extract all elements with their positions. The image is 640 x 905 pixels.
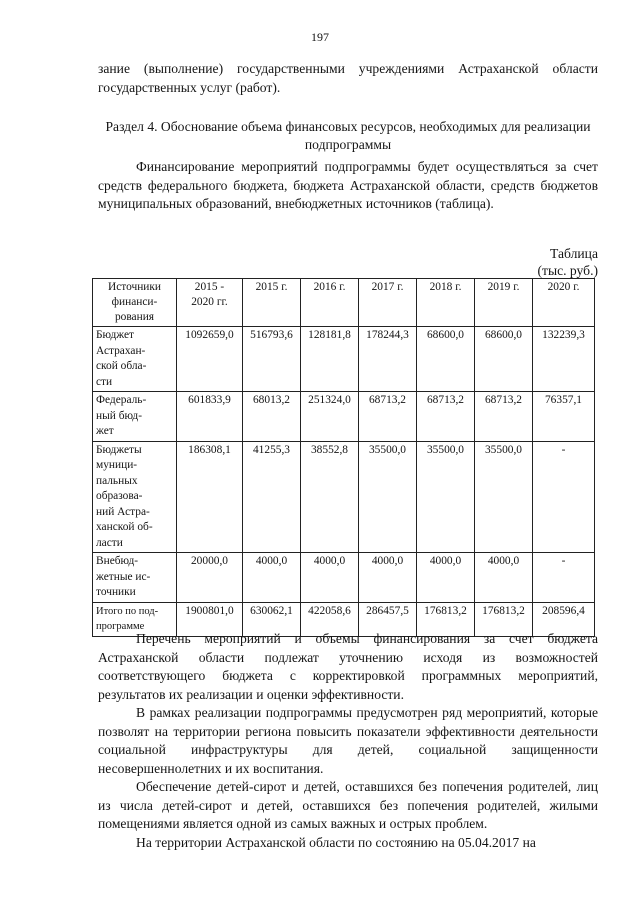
table-row [93,553,595,603]
table-cell: 20000,0 [177,553,243,603]
column-header: 2019 г. [475,279,533,327]
table-cell: 76357,1 [533,392,595,442]
table-cell: 176813,2 [417,602,475,636]
column-header: 2015 - 2020 гг. [177,279,243,327]
body-paragraph: Перечень мероприятий и объемы финансирования за счет бюджета Астраханской области подлежат уточнению исходя из возможностей соответствующего бюджета с корректировкой программных мероприятий, результатов их реализации и оценки эффективности. [98,631,598,702]
table-cell: 68713,2 [475,392,533,442]
table-caption: Таблица [550,246,598,261]
row-label: Бюджет Астрахан- ской обла- сти [93,327,177,392]
row-label: Федераль- ный бюд- жет [93,392,177,442]
table-cell: 1092659,0 [177,327,243,392]
financing-table [92,278,595,637]
table-header-row [93,279,595,327]
column-header: 2017 г. [359,279,417,327]
table-cell: 176813,2 [475,602,533,636]
table-cell: 68713,2 [417,392,475,442]
table-cell: 38552,8 [301,441,359,553]
table-cell: 4000,0 [359,553,417,603]
table-row [93,392,595,442]
body-paragraph: В рамках реализации подпрограммы предусмотрен ряд мероприятий, которые позволят на территории региона повысить показатели эффективности деятельности социальной инфраструктуры для детей, социальной защищенности несовершеннолетних и их воспитания. [98,705,598,776]
table-cell: 4000,0 [301,553,359,603]
column-header: 2020 г. [533,279,595,327]
table-cell: 132239,3 [533,327,595,392]
table-cell: 68013,2 [243,392,301,442]
page-number: 197 [311,30,329,44]
table-cell: 630062,1 [243,602,301,636]
table-cell: 4000,0 [243,553,301,603]
table-cell: 208596,4 [533,602,595,636]
table-cell: 1900801,0 [177,602,243,636]
intro-paragraph: Финансирование мероприятий подпрограммы будет осуществляться за счет средств федерального бюджета, бюджета Астраханской области, средств бюджетов муниципальных образований, внебюджетных источников (таблица). [98,159,598,211]
table-row [93,327,595,392]
row-label: Бюджеты муници- пальных образова- ний Астра- ханской об- ласти [93,441,177,553]
table-cell: 68713,2 [359,392,417,442]
table-cell: - [533,441,595,553]
table-cell: 178244,3 [359,327,417,392]
table-cell: 186308,1 [177,441,243,553]
table-cell: 4000,0 [475,553,533,603]
table-cell: 251324,0 [301,392,359,442]
table-cell: 41255,3 [243,441,301,553]
table-cell: 4000,0 [417,553,475,603]
table-cell: 601833,9 [177,392,243,442]
body-paragraph: На территории Астраханской области по состоянию на 05.04.2017 на [136,835,536,850]
column-header: 2015 г. [243,279,301,327]
section-heading: Раздел 4. Обоснование объема финансовых ресурсов, необходимых для реализации подпрограммы [105,119,591,152]
table-cell: 68600,0 [475,327,533,392]
row-label: Внебюд- жетные ис- точники [93,553,177,603]
table-cell: - [533,553,595,603]
table-cell: 516793,6 [243,327,301,392]
continued-paragraph: зание (выполнение) государственными учреждениями Астраханской области государственных услуг (работ). [98,61,598,95]
table-cell: 35500,0 [359,441,417,553]
table-row [93,441,595,553]
column-header: 2016 г. [301,279,359,327]
body-paragraph: Обеспечение детей-сирот и детей, оставшихся без попечения родителей, лиц из числа детей-сирот и детей, оставшихся без попечения родителей, жилыми помещениями является одной из самых важных и острых проблем. [98,779,598,831]
table-cell: 68600,0 [417,327,475,392]
column-header: 2018 г. [417,279,475,327]
table-cell: 35500,0 [417,441,475,553]
table-cell: 35500,0 [475,441,533,553]
table-cell: 286457,5 [359,602,417,636]
table-cell: 422058,6 [301,602,359,636]
row-label: Итого по под- программе [93,602,177,636]
table-cell: 128181,8 [301,327,359,392]
table-units: (тыс. руб.) [537,263,598,278]
column-header: Источники финанси- рования [93,279,177,327]
